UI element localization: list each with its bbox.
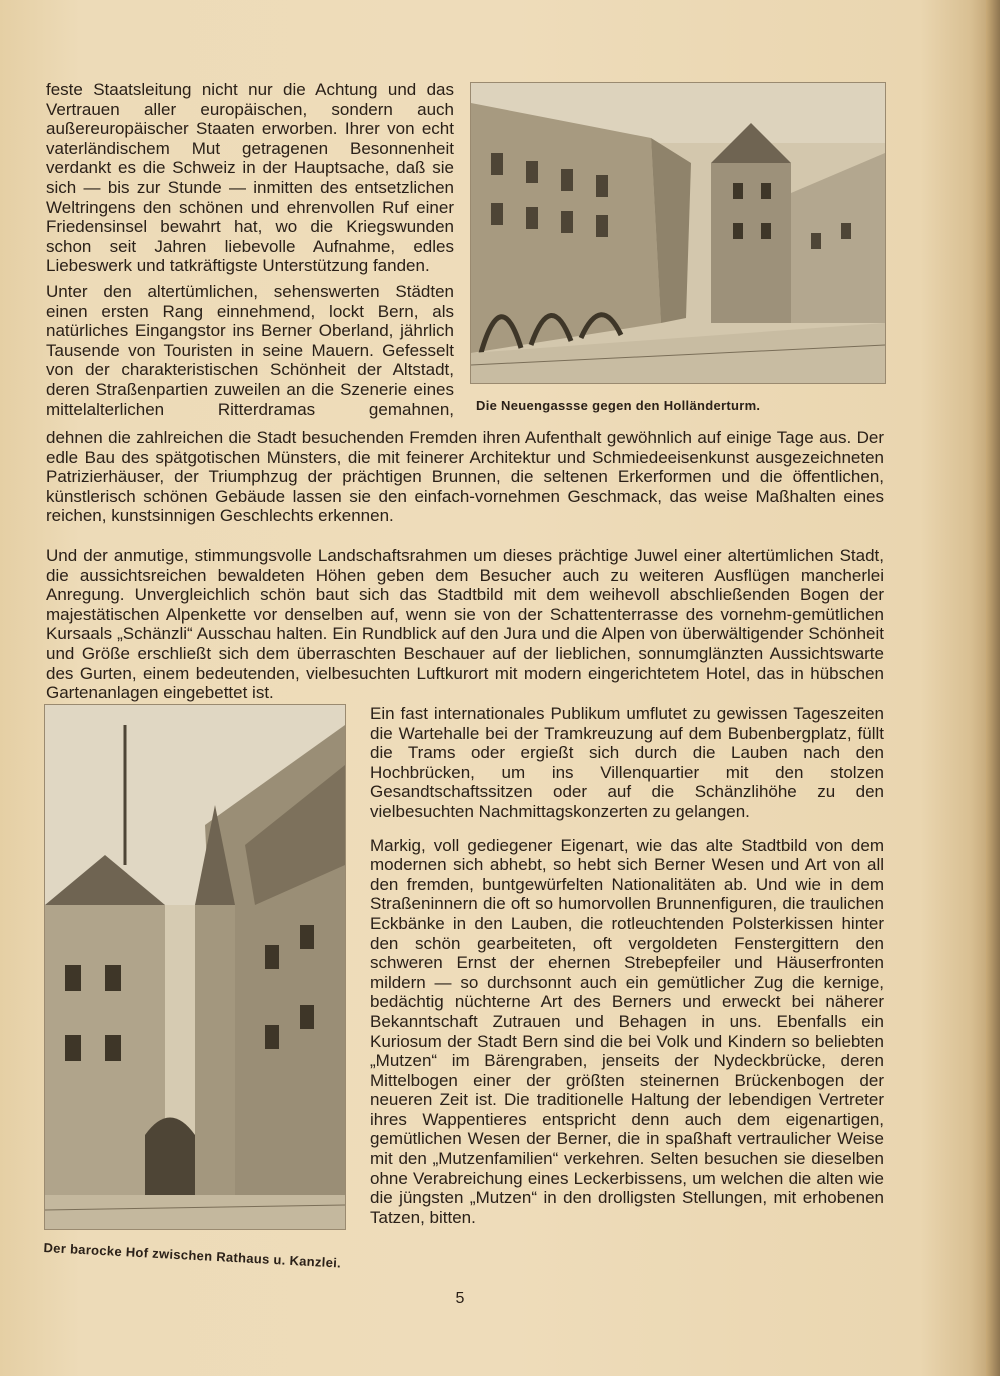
figure-neuengasse [470, 82, 886, 384]
figure-caption-top: Die Neuengassse gegen den Holländerturm. [476, 398, 761, 413]
top-left-column [46, 80, 454, 425]
page-number: 5 [455, 1290, 465, 1307]
figure-barocke-hof [44, 704, 346, 1230]
paragraph: Ein fast internationales Publikum umflutet zu gewissen Tageszeiten die Wartehalle bei der Tramkreuzung auf dem Bubenbergplatz, füllt die Trams oder ergießt sich durch die Lauben nach den Hochbrücken, um ins Villenquartier mit den stolzen Gesandtschaftssitzen oder auf die Schänzlihöhe zu den vielbesuchten Nachmittagskonzerten zu gelangen. [370, 704, 884, 821]
bottom-right-column [370, 704, 884, 1233]
paragraph: dehnen die zahlreichen die Stadt besuchenden Fremden ihren Aufenthalt gewöhnlich auf einige Tage aus. Der edle Bau des spätgotischen Münsters, die mit feinerer Architektur und Schmiedeeisenkunst ausgezeichneten Patrizierhäuser, der Triumphzug der prächtigen Brunnen, die seltenen Erkerformen und die öffentlichen, künstlerisch schönen Gebäude lassen sie den einfach-vornehmen Geschmack, das weise Maßhalten eines reichen, kunstsinnigen Geschlechts erkennen. [46, 428, 884, 526]
page-edge [986, 0, 1000, 1376]
full-width-column [46, 428, 884, 709]
paragraph: Unter den altertümlichen, sehenswerten Städten einen ersten Rang einnehmend, lockt Bern, als natürliches Eingangstor ins Berner Oberland, jährlich Tausende von Touristen in seine Mauern. Gefesselt von der charakteristischen Schönheit der Altstadt, deren Straßenpartien zuweilen an die Szenerie eines mittelalterlichen Ritterdramas gemahnen, [46, 281, 454, 419]
paragraph: Und der anmutige, stimmungsvolle Landschaftsrahmen um dieses prächtige Juwel einer altertümlichen Stadt, die aussichtsreichen bewaldeten Höhen geben dem Besucher auch zu weiteren Ausflügen mancherlei Anregung. Unvergleichlich schön baut sich das Stadtbild mit dem weihevoll abschließenden Bogen der majestätischen Alpenkette vor denselben auf, wenn sie von der Schattenterrasse des vornehm-gemütlichen Kursaals „Schänzli“ Ausschau halten. Ein Rundblick auf den Jura und die Alpen von überwältigender Schönheit und Größe erschließt sich dem überraschten Beschauer auf der lieblichen, sonnumglänzten Aussichtswarte des Gurten, einem bedeutenden, vielbesuchten Luftkurort mit modern eingerichtetem Hotel, das in hübschen Gartenanlagen eingebettet ist. [46, 545, 884, 703]
paragraph: feste Staatsleitung nicht nur die Achtung und das Vertrauen aller europäischen, sondern auch außereuropäischer Staaten erworben. Ihrer von echt vaterländischem Mut getragenen Besonnenheit verdankt es die Schweiz in der Hauptsache, daß sie sich — bis zur Stunde — inmitten des entsetzlichen Weltringens den schönen und ehrenvollen Ruf einer Friedensinsel bewahrt hat, wo die Kriegswunden schon seit Jahren liebevolle Aufnahme, edles Liebeswerk und tatkräftigste Unterstützung fanden. [46, 80, 454, 276]
courtyard-sketch-illustration [45, 705, 345, 1229]
figure-caption-bottom: Der barocke Hof zwischen Rathaus u. Kanzlei. [43, 1240, 342, 1271]
paragraph: Markig, voll gediegener Eigenart, wie das alte Stadtbild von dem modernen sich abhebt, so hebt sich Berner Wesen und Art von all den fremden, buntgewürfelten Nationalitäten ab. Und wie in dem Straßeninnern die oft so humorvollen Brunnenfiguren, die traulichen Eckbänke in den Lauben, die rotleuchtenden Polsterkissen hinter den schön gearbeiteten, oft vergoldeten Fenstergittern den schweren Ernst der ehernen Strebepfeiler und Häuserfronten mildern — so durchsonnt auch ein gemütlicher Zug die kernige, bedächtig nüchterne Art des Berners und erweckt bei näherer Bekanntschaft Zutrauen und Behagen in uns. Ebenfalls ein Kuriosum der Stadt Bern sind die bei Volk und Kindern so beliebten „Mutzen“ im Bärengraben, jenseits der Nydeckbrücke, deren Mittelbogen einer der größten steinernen Brückenbogen der neueren Zeit ist. Die traditionelle Haltung der lebendigen Vertreter ihres Wappentieres entspricht denn auch dem eigenartigen, gemütlichen Wesen der Berner, die in spaßhaft vertraulicher Weise mit den „Mutzenfamilien“ verkehren. Selten besuchen sie dieselben ohne Verabreichung eines Leckerbissens, um welchen die alten wie die jüngsten „Mutzen“ in den drolligsten Stellungen, mit erhobenen Tatzen, bitten. [370, 835, 884, 1227]
street-sketch-illustration [471, 83, 885, 383]
